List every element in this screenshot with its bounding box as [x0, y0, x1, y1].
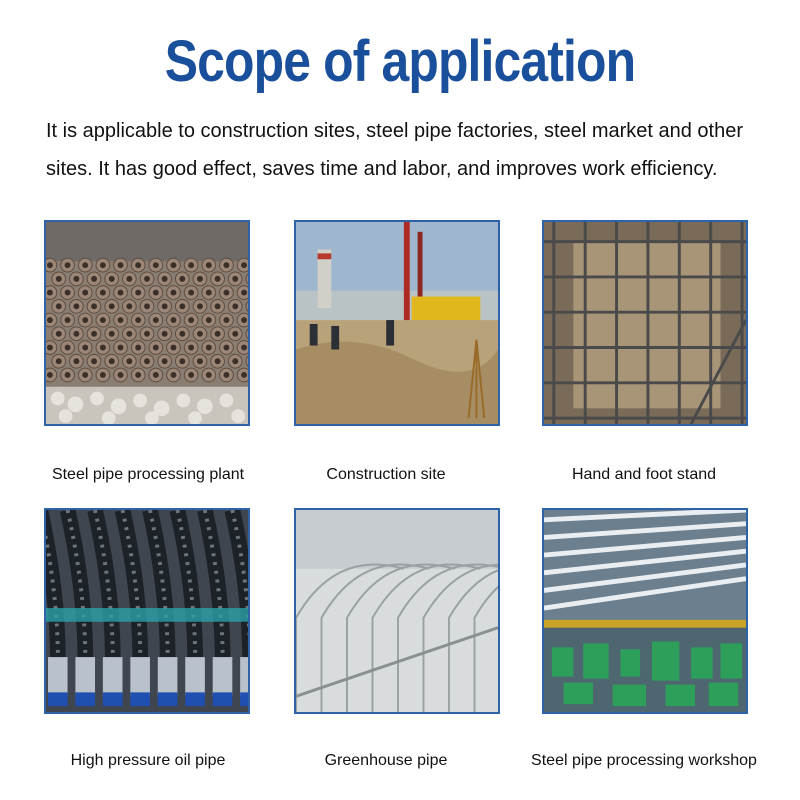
caption-construction-site: Construction site [326, 466, 446, 483]
greenhouse-frame-photo [294, 508, 500, 714]
caption-steel-pipe-processing-plant: Steel pipe processing plant [51, 466, 245, 483]
caption-high-pressure-oil-pipe: High pressure oil pipe [70, 752, 226, 769]
hydraulic-hoses-photo [44, 508, 250, 714]
factory-workshop-photo [542, 508, 748, 714]
scaffolding-photo [542, 220, 748, 426]
caption-steel-pipe-processing-workshop: Steel pipe processing workshop [531, 752, 757, 769]
caption-greenhouse-pipe: Greenhouse pipe [324, 752, 448, 769]
caption-hand-and-foot-stand: Hand and foot stand [571, 466, 717, 483]
intro-paragraph: It is applicable to construction sites, steel pipe factories, steel market and other sites. It has good effect, saves time and labor, and improves work efficiency. [46, 120, 744, 180]
construction-site-photo [294, 220, 500, 426]
page-title: Scope of application [164, 29, 636, 94]
steel-pipe-stack-photo [44, 220, 250, 426]
